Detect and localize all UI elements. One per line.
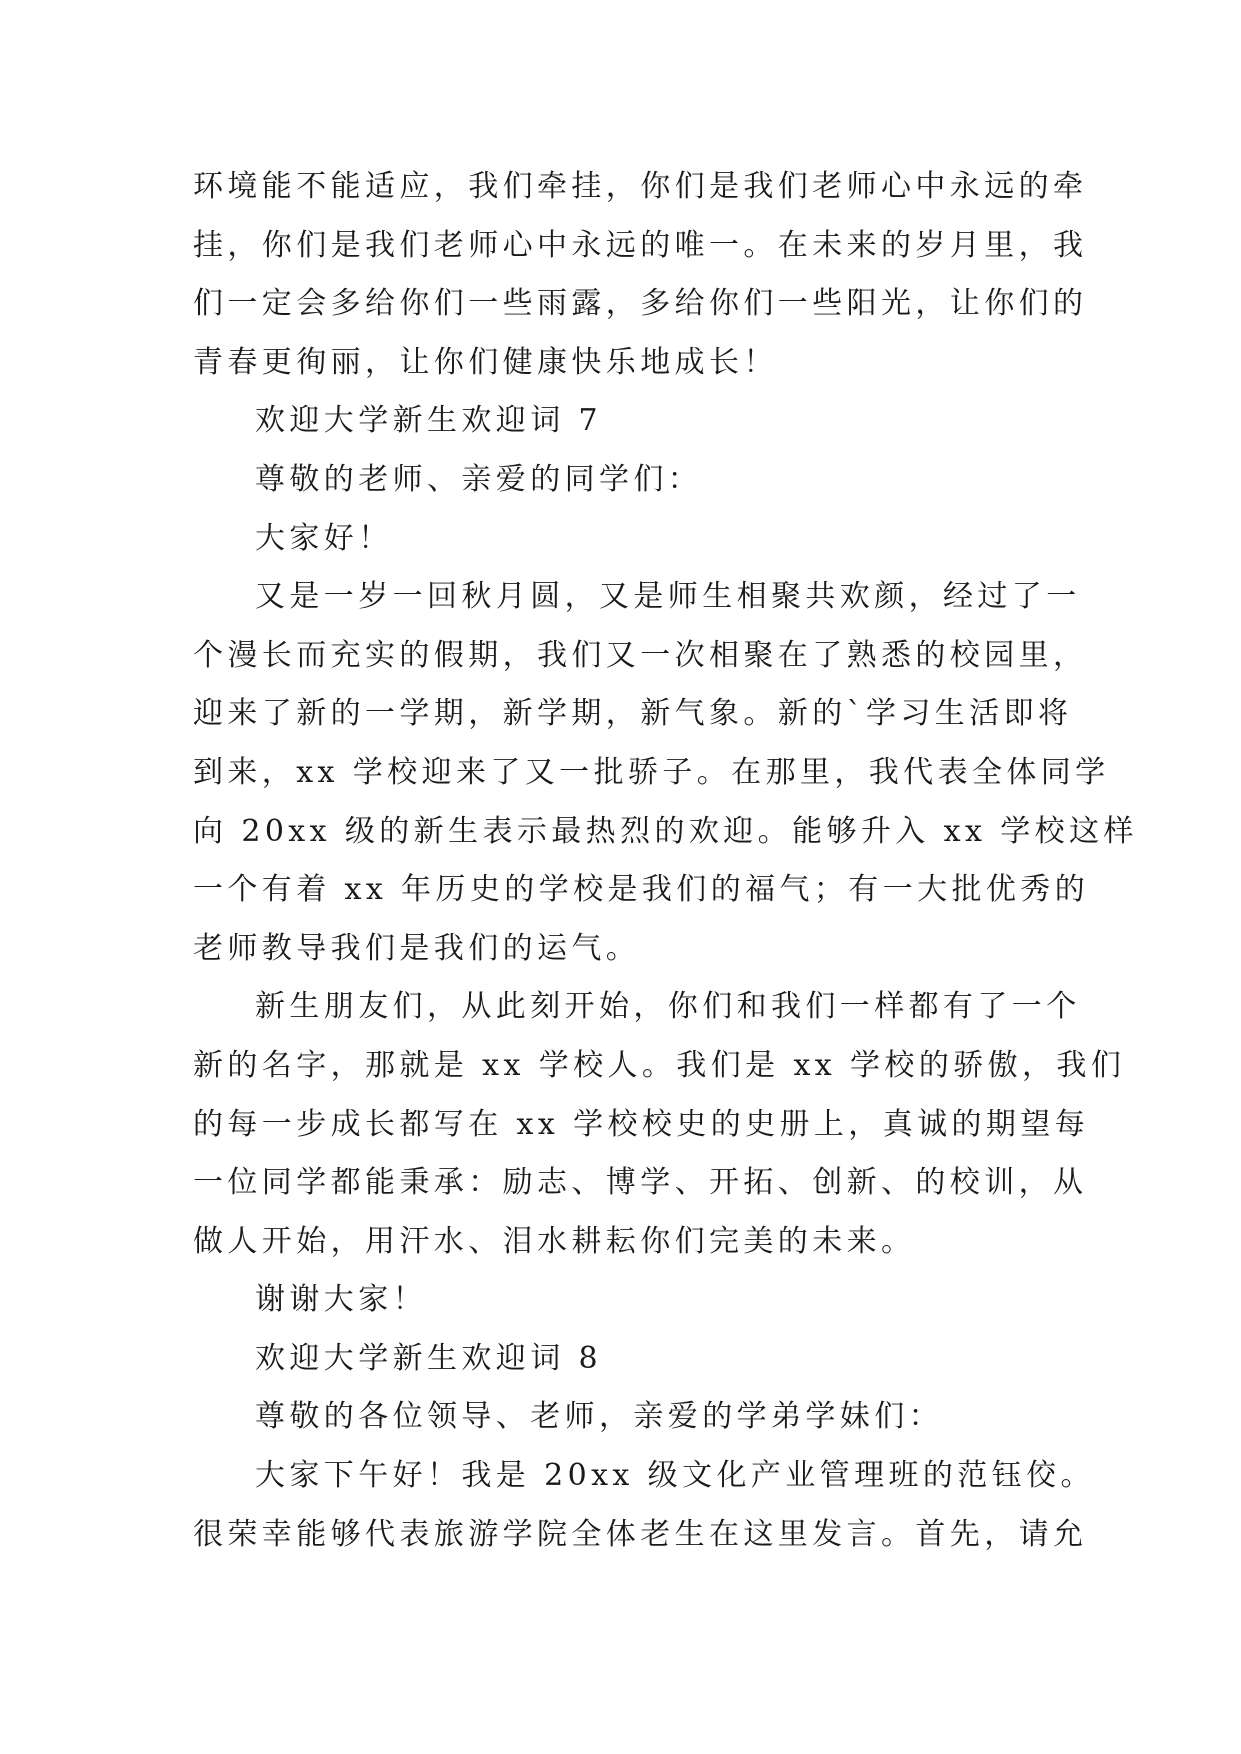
text-line: 一个有着 xx 年历史的学校是我们的福气；有一大批优秀的 xyxy=(193,872,1090,908)
text-line: 大家下午好！我是 20xx 级文化产业管理班的范钰佼。 xyxy=(255,1458,1095,1494)
text-line: 的每一步成长都写在 xx 学校校史的史册上，真诚的期望每 xyxy=(193,1106,1090,1142)
text-line: 挂，你们是我们老师心中永远的唯一。在未来的岁月里，我 xyxy=(193,227,1088,263)
text-line: 向 20xx 级的新生表示最热烈的欢迎。能够升入 xx 学校这样 xyxy=(193,813,1138,849)
text-line: 谢谢大家！ xyxy=(255,1282,427,1318)
text-line: 到来，xx 学校迎来了又一批骄子。在那里，我代表全体同学 xyxy=(193,754,1110,790)
text-line: 青春更徇丽，让你们健康快乐地成长！ xyxy=(193,344,778,380)
text-line: 欢迎大学新生欢迎词 7 xyxy=(255,403,603,439)
text-line: 们一定会多给你们一些雨露，多给你们一些阳光，让你们的 xyxy=(193,286,1088,322)
text-line: 新的名字，那就是 xx 学校人。我们是 xx 学校的骄傲，我们 xyxy=(193,1047,1126,1083)
text-line: 又是一岁一回秋月圆，又是师生相聚共欢颜，经过了一 xyxy=(255,579,1081,615)
text-line: 尊敬的老师、亲爱的同学们： xyxy=(255,461,703,497)
text-line: 个漫长而充实的假期，我们又一次相聚在了熟悉的校园里， xyxy=(193,637,1088,673)
text-line: 欢迎大学新生欢迎词 8 xyxy=(255,1340,603,1376)
text-line: 很荣幸能够代表旅游学院全体老生在这里发言。首先，请允 xyxy=(193,1516,1088,1552)
text-line: 做人开始，用汗水、泪水耕耘你们完美的未来。 xyxy=(193,1223,916,1259)
text-line: 迎来了新的一学期，新学期，新气象。新的`学习生活即将 xyxy=(193,696,1073,732)
text-line: 一位同学都能秉承：励志、博学、开拓、创新、的校训，从 xyxy=(193,1165,1088,1201)
text-line: 新生朋友们，从此刻开始，你们和我们一样都有了一个 xyxy=(255,989,1081,1025)
text-line: 尊敬的各位领导、老师，亲爱的学弟学妹们： xyxy=(255,1399,943,1435)
text-line: 大家好！ xyxy=(255,520,393,556)
text-line: 环境能不能适应，我们牵挂，你们是我们老师心中永远的牵 xyxy=(193,169,1088,204)
text-line: 老师教导我们是我们的运气。 xyxy=(193,930,641,966)
document-body xyxy=(193,158,1138,1564)
